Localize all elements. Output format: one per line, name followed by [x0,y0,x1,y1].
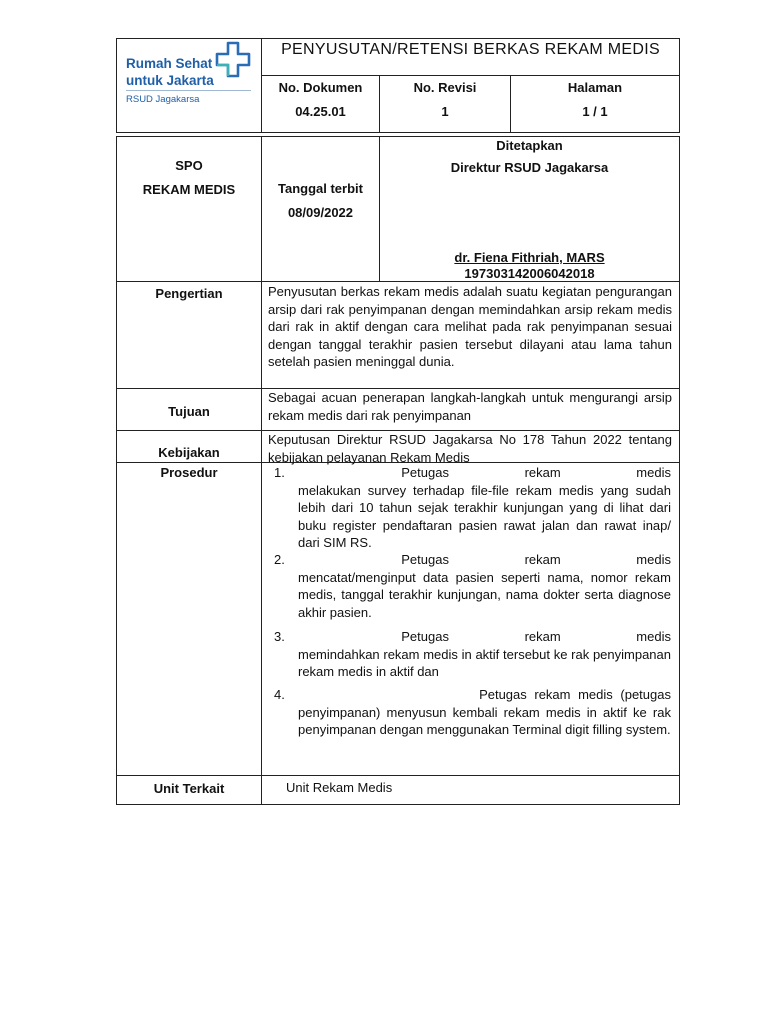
logo-line2: untuk Jakarta [126,73,214,88]
step-first-line: Petugas rekam medis [401,629,671,644]
halaman-label: Halaman [567,80,623,95]
signer-nip: 197303142006042018 [464,266,595,281]
step-number: 1. [274,465,285,480]
ditetapkan-label: Ditetapkan [496,138,563,153]
tujuan-label: Tujuan [168,404,210,419]
tujuan-text-cell [261,389,680,431]
unit-text: Unit Rekam Medis [286,780,393,795]
no-revisi-cell [379,76,510,133]
step-number: 3. [274,629,285,644]
logo-line3: RSUD Jagakarsa [126,94,200,105]
pengertian-text: Penyusutan berkas rekam medis adalah suatu kegiatan pengurangan arsip dari rak penyimpanan dengan memindahkan arsip rekam medis dari rak in aktif dengan cara melihat pada rak penyimpanan sesuai dengan tanggal terakhir pasien tersebut dilayani atau lama tahun setelah pasien meninggal dunia. [268,284,672,369]
unit-label: Unit Terkait [153,781,225,796]
step-text: memindahkan rekam medis in aktif tersebut ke rak penyimpanan rekam medis in aktif dan [298,646,671,679]
direktur-label: Direktur RSUD Jagakarsa [450,159,609,175]
no-revisi-value: 1 [441,103,449,119]
tanggal-label: Tanggal terbit [278,181,363,196]
no-dokumen-label: No. Dokumen [278,80,363,95]
title-cell [261,38,680,76]
spo-cell [116,136,261,282]
medical-cross-outline-icon [213,40,253,80]
no-dokumen-cell [261,76,379,133]
pengertian-label: Pengertian [155,286,223,301]
step-number: 4. [274,687,285,702]
kebijakan-text-cell [261,431,680,463]
kebijakan-text: Keputusan Direktur RSUD Jagakarsa No 178 Tahun 2022 tentang kebijakan pelayanan Rekam Medis [268,432,672,465]
tanggal-cell [261,136,379,282]
halaman-value: 1 / 1 [582,103,608,119]
prosedur-label: Prosedur [160,465,218,480]
logo-line1: Rumah Sehat [126,56,213,71]
tujuan-label-cell [116,389,261,431]
step-text: melakukan survey terhadap file-file rekam medis yang sudah lebih dari 10 tahun sejak terakhir kunjungan yang di lihat dari buku register pendaftaran pasien rawat jalan dan rawat inap/ dari SIM RS. [298,482,671,550]
no-dokumen-value: 04.25.01 [295,103,346,119]
unit-text-cell [261,776,680,805]
rekam-medis-label: REKAM MEDIS [142,181,236,197]
halaman-cell [510,76,680,133]
tanggal-value: 08/09/2022 [287,204,354,220]
ditetapkan-cell [379,136,680,282]
kebijakan-label: Kebijakan [158,445,220,460]
step-first-line: Petugas rekam medis [401,465,671,480]
prosedur-steps-cell [261,463,680,776]
pengertian-text-cell [261,282,680,389]
spo-label: SPO [175,158,203,173]
no-revisi-label: No. Revisi [413,80,477,95]
step-first-line: Petugas rekam medis [401,552,671,567]
step-number: 2. [274,552,285,567]
step-first-line: Petugas rekam medis (petugas [479,687,671,702]
logo-cell [116,38,261,133]
logo-divider [126,90,251,91]
signer-name: dr. Fiena Fithriah, MARS [454,250,605,265]
unit-label-cell [116,776,261,805]
prosedur-label-cell [116,463,261,776]
step-text: mencatat/menginput data pasien seperti nama, nomor rekam medis, tanggal terakhir kunjungan, nama dokter serta diagnose akhir pasien. [298,569,671,620]
tujuan-text: Sebagai acuan penerapan langkah-langkah untuk mengurangi arsip rekam medis dari rak penyimpanan [268,390,672,423]
step-text: penyimpanan) menyusun kembali rekam medis in aktif ke rak penyimpanan dengan menggunakan Terminal digit filling system. [298,704,671,737]
page-title: PENYUSUTAN/RETENSI BERKAS REKAM MEDIS [281,41,660,58]
pengertian-label-cell [116,282,261,389]
kebijakan-label-cell [116,431,261,463]
